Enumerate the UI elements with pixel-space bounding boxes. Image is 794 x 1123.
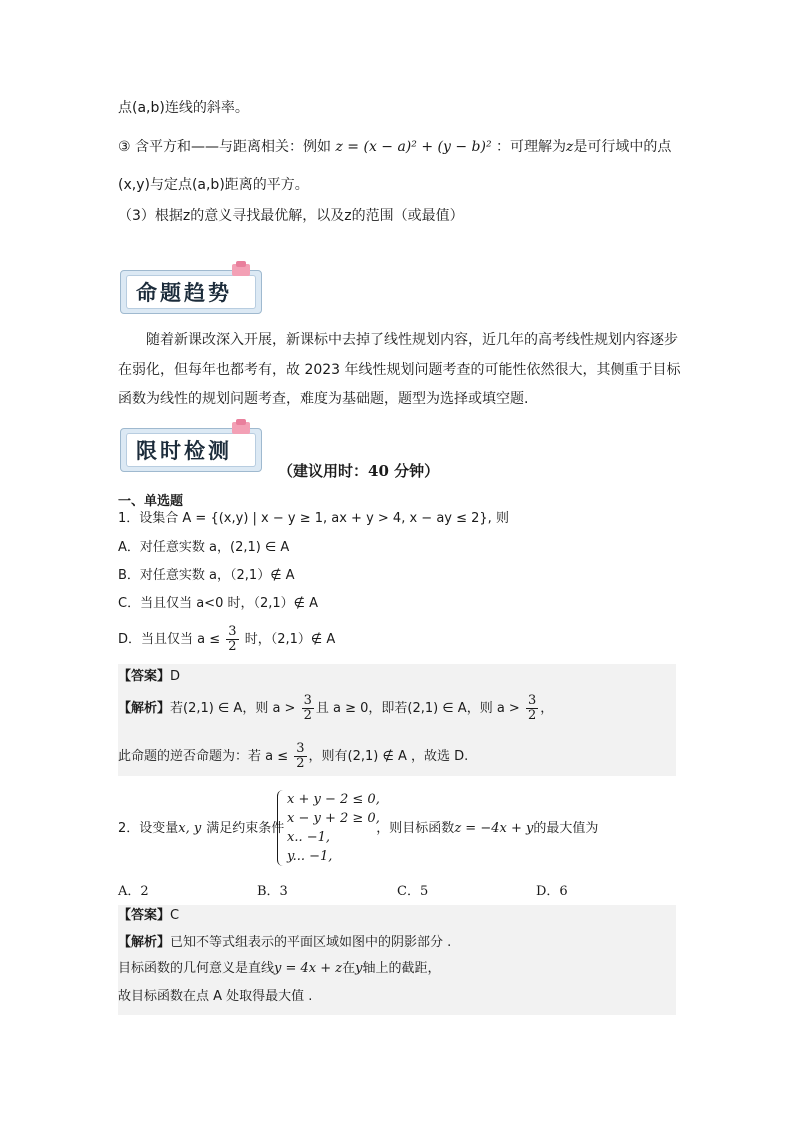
q2-option-b: B．3 [257, 884, 288, 899]
q2-option-a: A．2 [118, 884, 149, 899]
formula-distance: z = (x − a)² + (y − b)² [335, 139, 492, 155]
section-badge-test [120, 422, 262, 472]
intro-line-2-b: ：可理解为 [496, 139, 567, 155]
q1-option-d [118, 624, 335, 656]
section-title-trend: 命题趋势 [136, 280, 232, 305]
intro-line-1: 点(a,b)连线的斜率。 [118, 100, 249, 116]
section-badge-trend [120, 264, 262, 314]
constraint-system: x + y − 2 ≤ 0, x − y + 2 ≥ 0, x.. −1, y... −1, [287, 790, 380, 866]
trend-para-1: 随着新课改深入开展，新课标中去掉了线性规划内容，近几年的高考线性规划内容逐步 [146, 332, 678, 348]
q1-answer: 【答案】D [118, 669, 181, 684]
q2-answer: 【答案】C [118, 908, 180, 923]
q1-d-post: 时，（2,1）∉ A [244, 632, 336, 647]
trend-para-3: 函数为线性的规划问题考查，难度为基础题，题型为选择或填空题. [118, 391, 529, 407]
q2-analysis-1: 【解析】已知不等式组表示的平面区域如图中的阴影部分 . [118, 935, 452, 950]
q2-option-d: D．6 [536, 884, 568, 899]
part-heading: 一、单选题 [118, 494, 184, 509]
q1-analysis-2: 此命题的逆否命题为：若 a ≤ $\frac{3}{2}$ ，则有(2,1) ∉ A ，故选 D. [118, 741, 469, 771]
var-z: z [566, 139, 574, 155]
q1-option-c: C．当且仅当 a<0 时，（2,1）∉ A [118, 596, 318, 611]
intro-line-2 [118, 137, 671, 157]
fraction: $\frac{3}{2}$ [228, 624, 237, 654]
q2-analysis-3: 故目标函数在点 A 处取得最大值 . [118, 989, 313, 1004]
intro-line-2-c: 是可行域中的点 [573, 139, 672, 155]
q1-analysis-1: 【解析】若(2,1) ∈ A，则 a > $\frac{3}{2}$ 且 a ≥ 0，即若(2,1) ∈ A，则 a > $\frac{3}{2}$ ， [118, 693, 554, 723]
suggested-time: （建议用时：40 分钟） [278, 462, 440, 480]
trend-para-2: 在弱化，但每年也都考有，故 2023 年线性规划问题考查的可能性依然很大，其侧重于目标 [118, 362, 681, 378]
q2-stem: 2．设变量x, y 满足约束条件 ，则目标函数z = −4x + y的最大值为 [118, 821, 599, 836]
q2-analysis-2: 目标函数的几何意义是直线y = 4x + z在y轴上的截距， [118, 961, 441, 976]
section-title-test: 限时检测 [136, 438, 232, 463]
q1-d-pre: D．当且仅当 a ≤ [118, 632, 221, 647]
q1-option-a: A．对任意实数 a，(2,1) ∈ A [118, 540, 290, 555]
intro-line-4: （3）根据z的意义寻找最优解，以及z的范围（或最值） [118, 208, 464, 224]
brace-icon [277, 790, 286, 866]
intro-line-3: (x,y)与定点(a,b)距离的平方。 [118, 177, 309, 193]
intro-line-2-a: ③ 含平方和——与距离相关：例如 [118, 139, 332, 155]
q2-option-c: C．5 [397, 884, 429, 899]
q1-stem: 1．设集合 A = {(x,y) | x − y ≥ 1, ax + y > 4, x − ay ≤ 2}, 则 [118, 511, 509, 526]
q1-option-b: B．对任意实数 a，（2,1）∉ A [118, 568, 295, 583]
